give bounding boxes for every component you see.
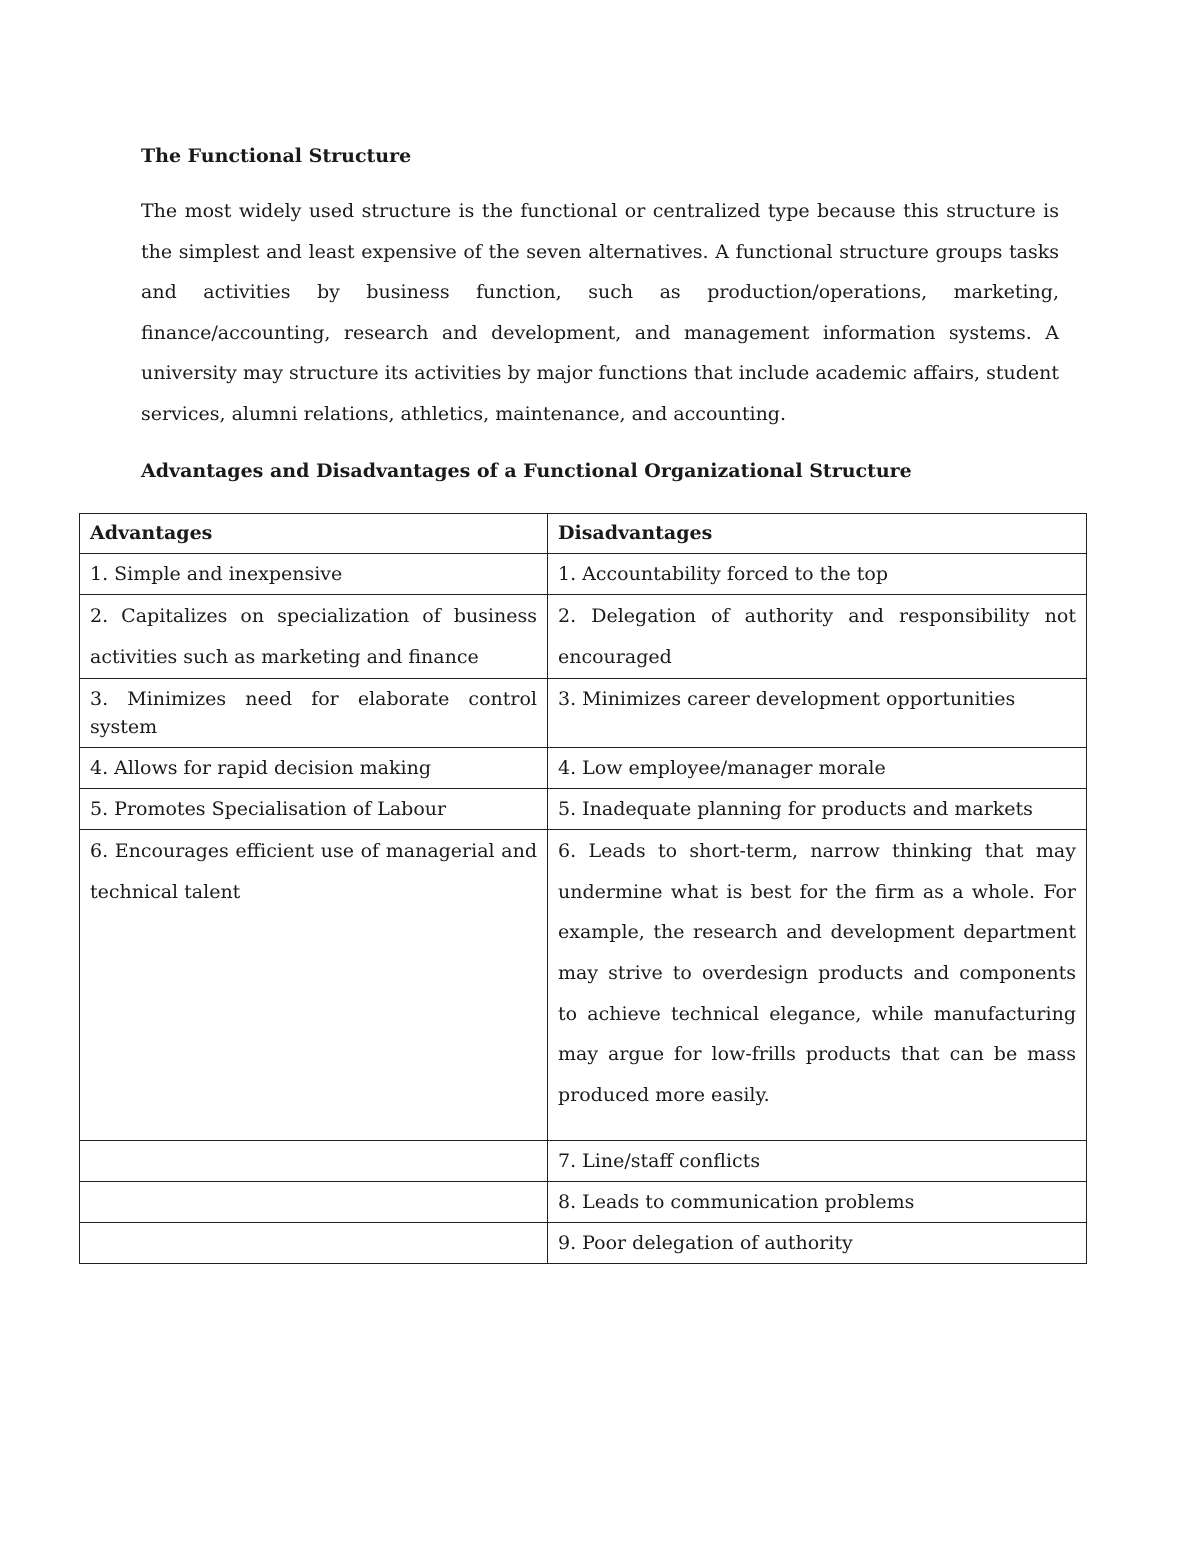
advantage-cell: 6. Encourages efficient use of managerial and technical talent: [80, 830, 548, 1141]
column-header-disadvantages: Disadvantages: [548, 514, 1087, 554]
disadvantage-cell: 2. Delegation of authority and responsibility not encouraged: [548, 595, 1087, 679]
table-row: [80, 1141, 1087, 1182]
table-row: [80, 789, 1087, 830]
page-title: The Functional Structure: [141, 145, 412, 167]
advantage-cell: 5. Promotes Specialisation of Labour: [80, 789, 548, 830]
table-row: [80, 830, 1087, 1141]
disadvantage-cell: 6. Leads to short-term, narrow thinking that may undermine what is best for the firm as a whole. For example, the research and development department may strive to overdesign products and components to achieve technical elegance, while manufacturing may argue for low-frills products that can be mass produced more easily.: [548, 830, 1087, 1141]
disadvantage-cell: 1. Accountability forced to the top: [548, 554, 1087, 595]
table-row: [80, 679, 1087, 748]
advantage-cell: [80, 1182, 548, 1223]
advantage-cell: 1. Simple and inexpensive: [80, 554, 548, 595]
column-header-advantages: Advantages: [80, 514, 548, 554]
advantage-cell: [80, 1223, 548, 1264]
table-row: [80, 1182, 1087, 1223]
disadvantage-cell: 9. Poor delegation of authority: [548, 1223, 1087, 1264]
table-row: [80, 1223, 1087, 1264]
advantage-cell: 2. Capitalizes on specialization of business activities such as marketing and finance: [80, 595, 548, 679]
disadvantage-cell: 3. Minimizes career development opportunities: [548, 679, 1087, 748]
table-title: Advantages and Disadvantages of a Functional Organizational Structure: [141, 460, 912, 482]
disadvantage-cell: 8. Leads to communication problems: [548, 1182, 1087, 1223]
advantages-disadvantages-table: [79, 513, 1087, 1264]
advantage-cell: 4. Allows for rapid decision making: [80, 748, 548, 789]
table-row: [80, 554, 1087, 595]
table-row: [80, 748, 1087, 789]
table-header-row: [80, 514, 1087, 554]
table-row: [80, 595, 1087, 679]
disadvantage-cell: 5. Inadequate planning for products and markets: [548, 789, 1087, 830]
advantage-cell: [80, 1141, 548, 1182]
intro-paragraph: The most widely used structure is the functional or centralized type because this structure is the simplest and least expensive of the seven alternatives. A functional structure groups tasks and activities by business function, such as production/operations, marketing, finance/accounting, research and development, and management information systems. A university may structure its activities by major functions that include academic affairs, student services, alumni relations, athletics, maintenance, and accounting.: [141, 200, 1059, 425]
disadvantage-cell: 7. Line/staff conflicts: [548, 1141, 1087, 1182]
advantage-cell: 3. Minimizes need for elaborate control system: [80, 679, 548, 748]
disadvantage-cell: 4. Low employee/manager morale: [548, 748, 1087, 789]
